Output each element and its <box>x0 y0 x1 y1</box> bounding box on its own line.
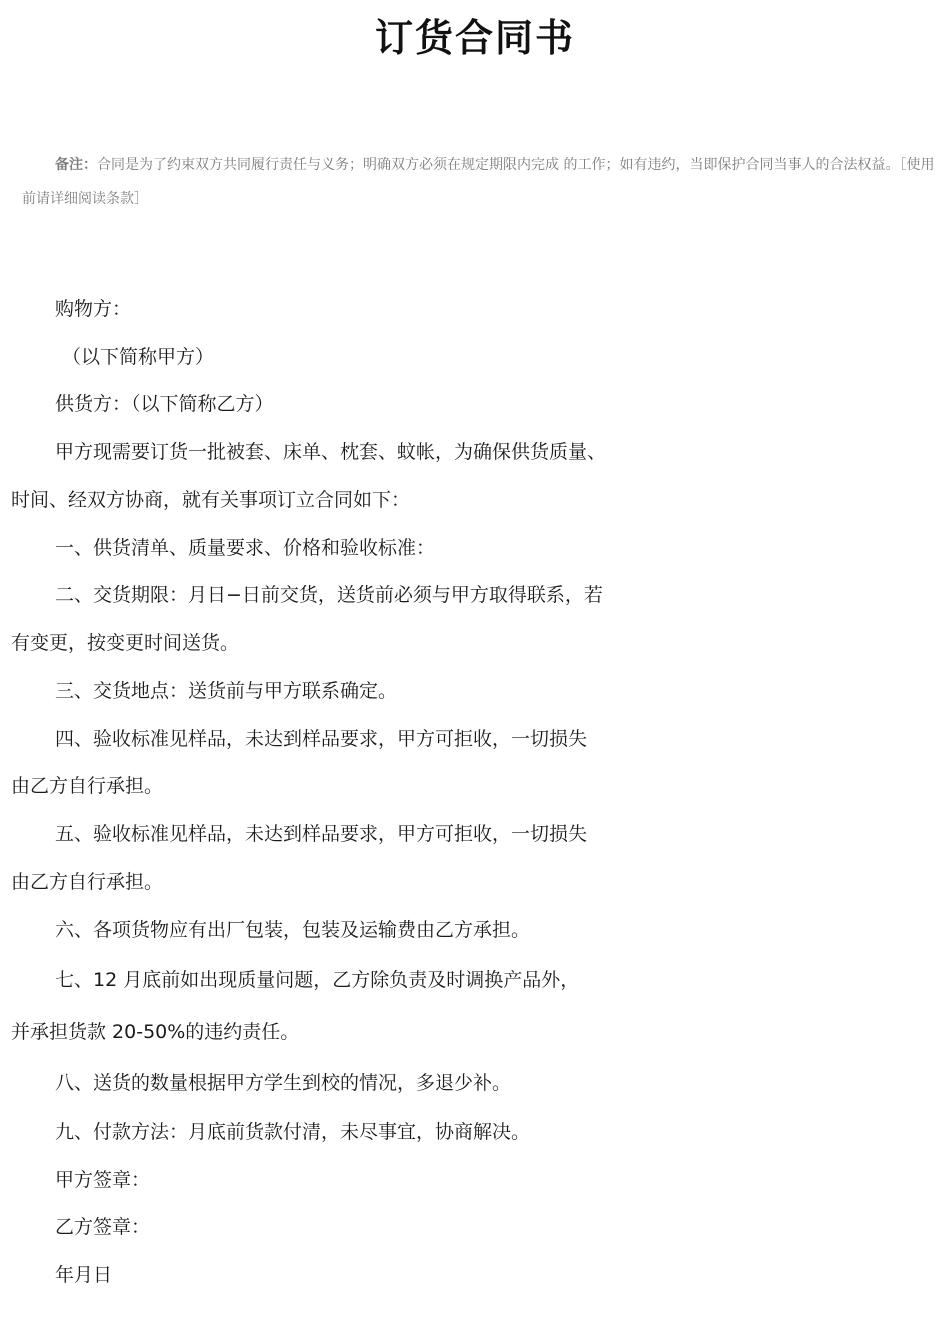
clause-7-line-1: 七、12 月底前如出现质量问题，乙方除负责及时调换产品外， <box>55 969 580 991</box>
clause-5-line-2: 由乙方自行承担。 <box>11 871 164 893</box>
document-title: 订货合同书 <box>374 16 575 60</box>
supplier-line: 供货方：（以下简称乙方） <box>55 393 274 415</box>
party-b-signature: 乙方签章： <box>55 1216 151 1238</box>
buyer-alias-line: （以下简称甲方） <box>62 346 215 368</box>
clause-2-line-2: 有变更，按变更时间送货。 <box>11 632 240 654</box>
clause-9: 九、付款方法：月底前货款付清，未尽事宜，协商解决。 <box>55 1121 531 1143</box>
clause-3: 三、交货地点：送货前与甲方联系确定。 <box>55 680 398 702</box>
clause-2-line-1: 二、交货期限：月日−日前交货，送货前必须与甲方取得联系，若 <box>55 584 603 606</box>
clause-4-line-1: 四、验收标准见样品，未达到样品要求，甲方可拒收，一切损失 <box>55 728 588 750</box>
note-paragraph <box>22 148 942 216</box>
clause-1: 一、供货清单、质量要求、价格和验收标准： <box>55 537 436 559</box>
note-text: 合同是为了约束双方共同履行责任与义务；明确双方必须在规定期限内完成 的工作；如有违约，当即保护合同当事人的合法权益。［使用前请详细阅读条款］ <box>22 157 935 207</box>
clause-6: 六、各项货物应有出厂包装，包装及运输费由乙方承担。 <box>55 919 531 941</box>
intro-line-1: 甲方现需要订货一批被套、床单、枕套、蚊帐，为确保供货质量、 <box>55 441 607 463</box>
clause-7-line-2: 并承担货款 20-50%的违约责任。 <box>11 1021 300 1043</box>
signature-date: 年月日 <box>55 1264 113 1286</box>
intro-line-2: 时间、经双方协商，就有关事项订立合同如下： <box>11 489 411 511</box>
clause-5-line-1: 五、验收标准见样品，未达到样品要求，甲方可拒收，一切损失 <box>55 823 588 845</box>
note-label: 备注： <box>55 157 97 173</box>
clause-8: 八、送货的数量根据甲方学生到校的情况，多退少补。 <box>55 1072 512 1094</box>
clause-4-line-2: 由乙方自行承担。 <box>11 775 164 797</box>
party-a-signature: 甲方签章： <box>55 1169 151 1191</box>
buyer-line: 购物方： <box>55 298 132 320</box>
